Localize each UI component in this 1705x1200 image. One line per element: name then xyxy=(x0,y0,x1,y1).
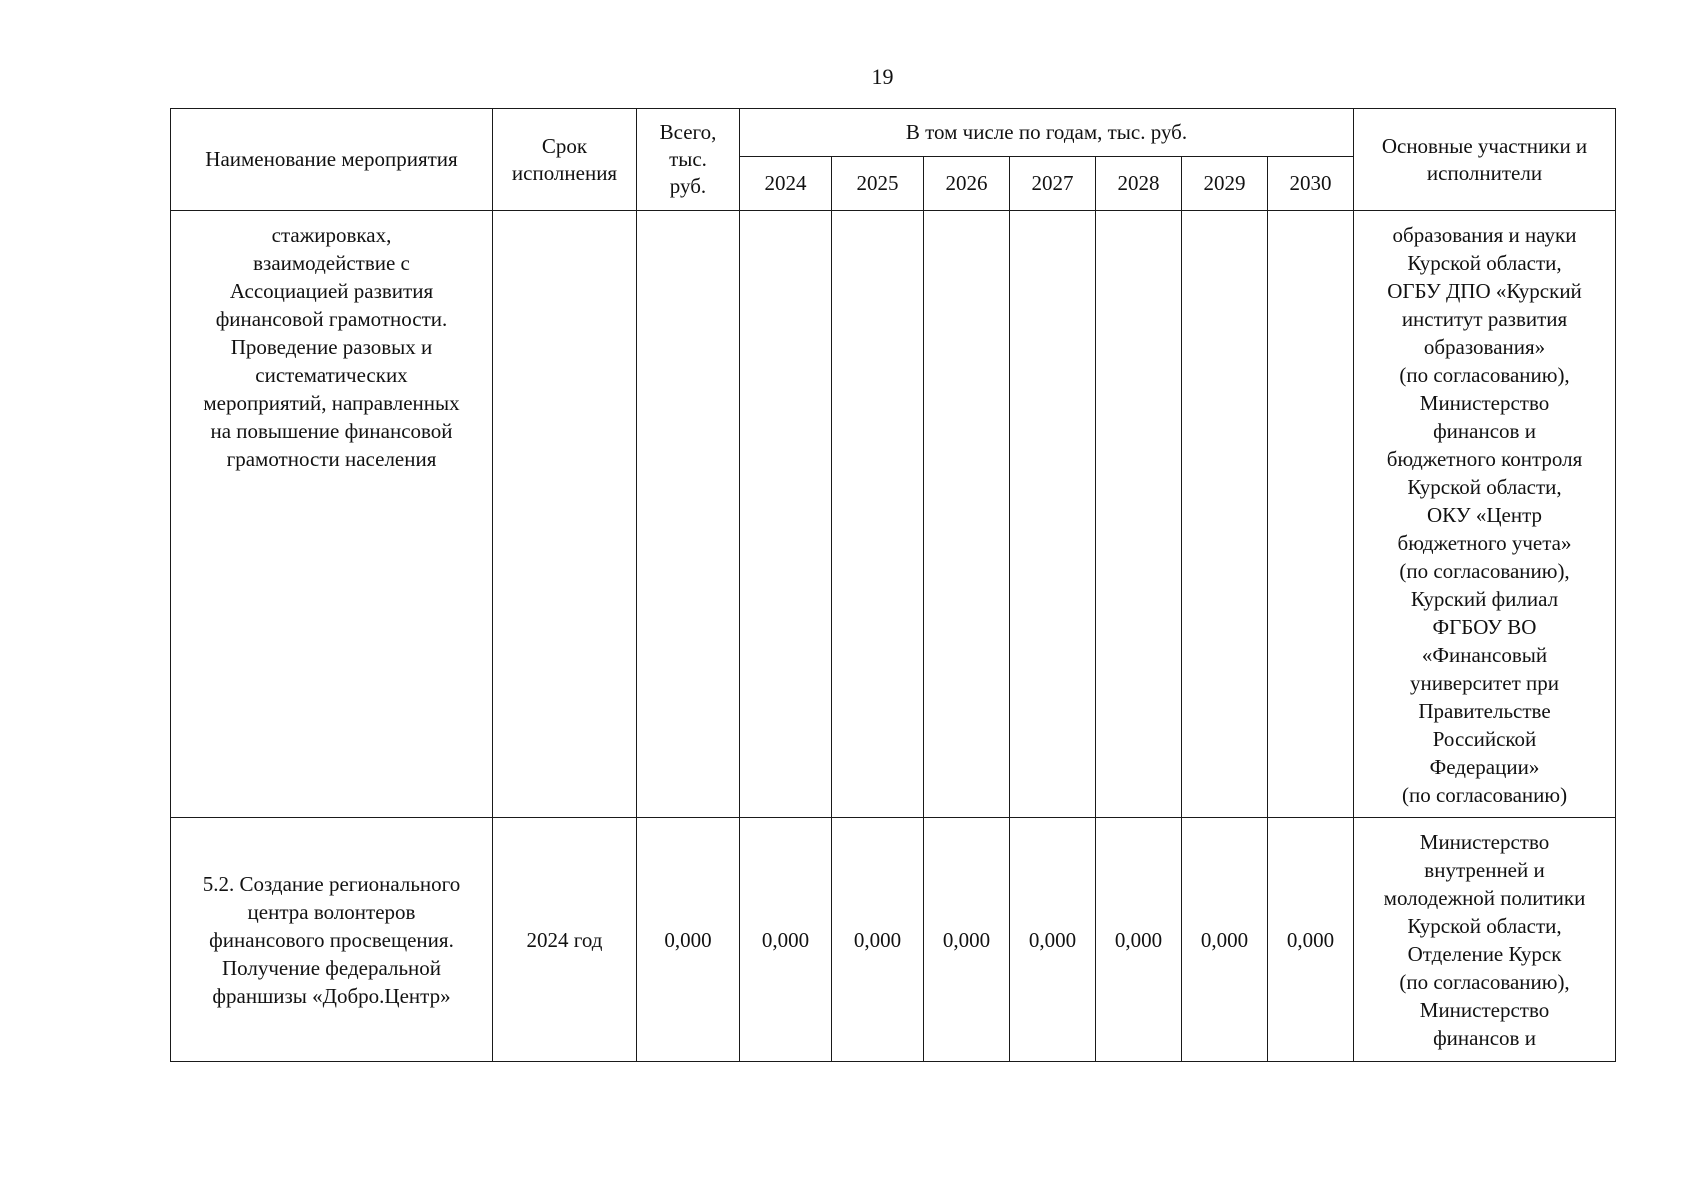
row-year-2026: 0,000 xyxy=(924,818,1010,1062)
header-row-top xyxy=(171,109,1616,157)
row-year-2029 xyxy=(1182,211,1268,818)
header-year-2030: 2030 xyxy=(1268,157,1354,211)
row-year-2028: 0,000 xyxy=(1096,818,1182,1062)
header-term: Срок исполнения xyxy=(493,109,637,211)
row-year-2026 xyxy=(924,211,1010,818)
header-participants: Основные участники и исполнители xyxy=(1354,109,1616,211)
header-year-2027: 2027 xyxy=(1010,157,1096,211)
row-year-2030: 0,000 xyxy=(1268,818,1354,1062)
row-term: 2024 год xyxy=(493,818,637,1062)
header-by-years: В том числе по годам, тыс. руб. xyxy=(740,109,1354,157)
row-year-2028 xyxy=(1096,211,1182,818)
row-name: стажировках, взаимодействие с Ассоциацией развития финансовой грамотности. Проведение разовых и систематических мероприятий, направленных на повышение финансовой грамотности населения xyxy=(171,211,493,818)
row-year-2027: 0,000 xyxy=(1010,818,1096,1062)
row-year-2025: 0,000 xyxy=(832,818,924,1062)
row-year-2024 xyxy=(740,211,832,818)
row-year-2025 xyxy=(832,211,924,818)
row-total xyxy=(637,211,740,818)
header-total: Всего, тыс. руб. xyxy=(637,109,740,211)
header-year-2025: 2025 xyxy=(832,157,924,211)
header-year-2024: 2024 xyxy=(740,157,832,211)
row-participants: образования и науки Курской области, ОГБУ ДПО «Курский институт развития образования» (по согласованию), Министерство финансов и бюджетного контроля Курской области, ОКУ «Центр бюджетного учета» (по согласованию), Курский филиал ФГБОУ ВО «Финансовый университет при Правительстве Российской Федерации» (по согласованию) xyxy=(1354,211,1616,818)
header-year-2028: 2028 xyxy=(1096,157,1182,211)
row-year-2024: 0,000 xyxy=(740,818,832,1062)
table-row xyxy=(171,818,1616,1062)
row-participants: Министерство внутренней и молодежной политики Курской области, Отделение Курск (по согласованию), Министерство финансов и xyxy=(1354,818,1616,1062)
row-year-2027 xyxy=(1010,211,1096,818)
page-number: 19 xyxy=(871,64,894,89)
row-year-2029: 0,000 xyxy=(1182,818,1268,1062)
row-total: 0,000 xyxy=(637,818,740,1062)
header-name: Наименование мероприятия xyxy=(171,109,493,211)
measures-table xyxy=(170,108,1616,1062)
row-year-2030 xyxy=(1268,211,1354,818)
row-term xyxy=(493,211,637,818)
table-row xyxy=(171,211,1616,818)
row-name: 5.2. Создание регионального центра волонтеров финансового просвещения. Получение федеральной франшизы «Добро.Центр» xyxy=(171,818,493,1062)
header-year-2029: 2029 xyxy=(1182,157,1268,211)
header-year-2026: 2026 xyxy=(924,157,1010,211)
